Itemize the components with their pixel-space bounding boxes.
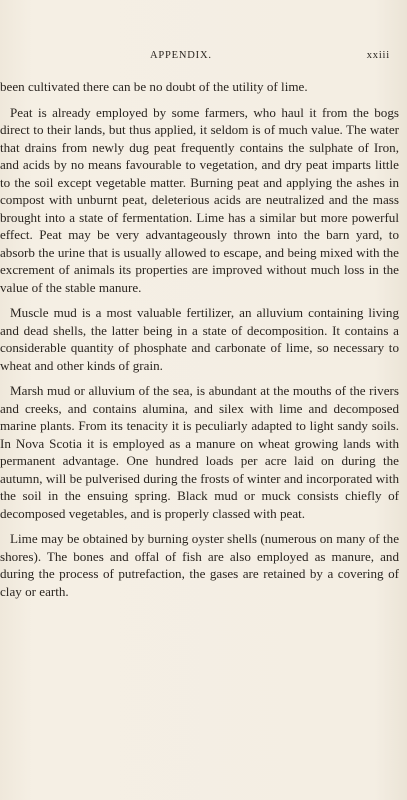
page-number: xxiii [366, 50, 390, 61]
paragraph-continuation: been cultivated there can be no doubt of the utility of lime. [0, 79, 308, 94]
body-text [0, 78, 399, 600]
running-head [0, 50, 407, 66]
paragraph-marsh-mud: Marsh mud or alluvium of the sea, is abundant at the mouths of the rivers and creeks, and contains alumina, and silex with lime and decomposed marine plants. From its tenacity it is peculiarly adapted to light sandy soils. In Nova Scotia it is employed as a manure on wheat growing lands with permanent advantage. One hundred loads per acre laid on during the autumn, will be pulverised during the frosts of winter and incorporated with the soil in the ensuing spring. Black mud or muck consists chiefly of decomposed vegetables, and is properly classed with peat. [0, 383, 399, 521]
paragraph-peat: Peat is already employed by some farmers, who haul it from the bogs direct to their lands, but thus applied, it seldom is of much value. The water that drains from newly dug peat frequently contains the sulphate of Iron, and acids by no means favourable to vegetation, and dry peat imparts little to the soil except vegetable matter. Burning peat and applying the ashes in compost with unburnt peat, deleterious acids are neutralized and the mass brought into a state of fermentation. Lime has a similar but more powerful effect. Peat may be very advantageously thrown into the barn yard, to absorb the urine that is usually allowed to escape, and being mixed with the excrement of animals its properties are improved without much loss in the value of the stable manure. [0, 104, 399, 295]
paragraph-lime: Lime may be obtained by burning oyster shells (numerous on many of the shores). The bones and offal of fish are also employed as manure, and during the process of putrefaction, the gases are retained by a covering of clay or earth. [0, 531, 399, 599]
paragraph-muscle-mud: Muscle mud is a most valuable fertilizer, an alluvium containing living and dead shells, the latter being in a state of decomposition. It contains a considerable quantity of phosphate and carbonate of lime, so necessary to wheat and other kinds of grain. [0, 305, 399, 373]
running-head-title: APPENDIX. [150, 50, 212, 61]
